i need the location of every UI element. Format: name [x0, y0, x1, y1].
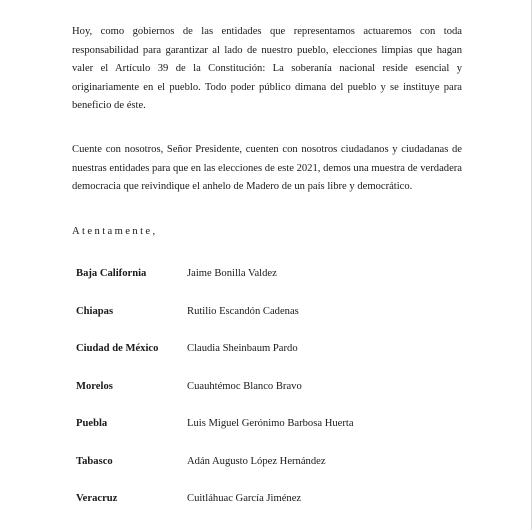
governor-name: Luis Miguel Gerónimo Barbosa Huerta	[187, 418, 354, 429]
governor-name: Cuitláhuac García Jiménez	[187, 493, 302, 504]
state-name: Baja California	[76, 268, 147, 279]
signatory-row	[76, 268, 476, 306]
state-name: Tabasco	[76, 455, 113, 467]
signatory-row	[76, 343, 476, 381]
state-name: Morelos	[76, 380, 113, 392]
signatory-row	[76, 381, 476, 419]
signatory-row	[76, 306, 476, 344]
paragraph-elections: Hoy, como gobiernos de las entidades que representamos actuaremos con toda responsabilidad para garantizar al lado de nuestro pueblo, elecciones limpias que hagan valer el Artículo 39 de la Constitución: La soberanía nacional reside esencial y originariamente en el pueblo. Todo poder público dimana del pueblo y se instituye para beneficio de éste.	[72, 26, 462, 112]
state-name: Ciudad de México	[76, 343, 159, 354]
paragraph-commitment: Cuente con nosotros, Señor Presidente, cuenten con nosotros ciudadanos y ciudadanas de nuestras entidades para que en las elecciones de este 2021, demos una muestra de verdadera democracia que reivindique el anhelo de Madero de un país libre y democrático.	[72, 144, 462, 193]
governor-name: Rutilio Escandón Cadenas	[187, 305, 299, 317]
signatories-list	[76, 268, 476, 531]
governor-name: Adán Augusto López Hernández	[187, 455, 326, 467]
closing-salutation: Atentamente,	[72, 226, 158, 237]
state-name: Veracruz	[76, 493, 118, 504]
state-name: Chiapas	[76, 305, 114, 317]
signatory-row	[76, 493, 476, 531]
governor-name: Cuauhtémoc Blanco Bravo	[187, 380, 302, 392]
signatory-row	[76, 456, 476, 494]
governor-name: Jaime Bonilla Valdez	[187, 268, 277, 279]
state-name: Puebla	[76, 418, 108, 429]
signatory-row	[76, 418, 476, 456]
governor-name: Claudia Sheinbaum Pardo	[187, 343, 298, 354]
